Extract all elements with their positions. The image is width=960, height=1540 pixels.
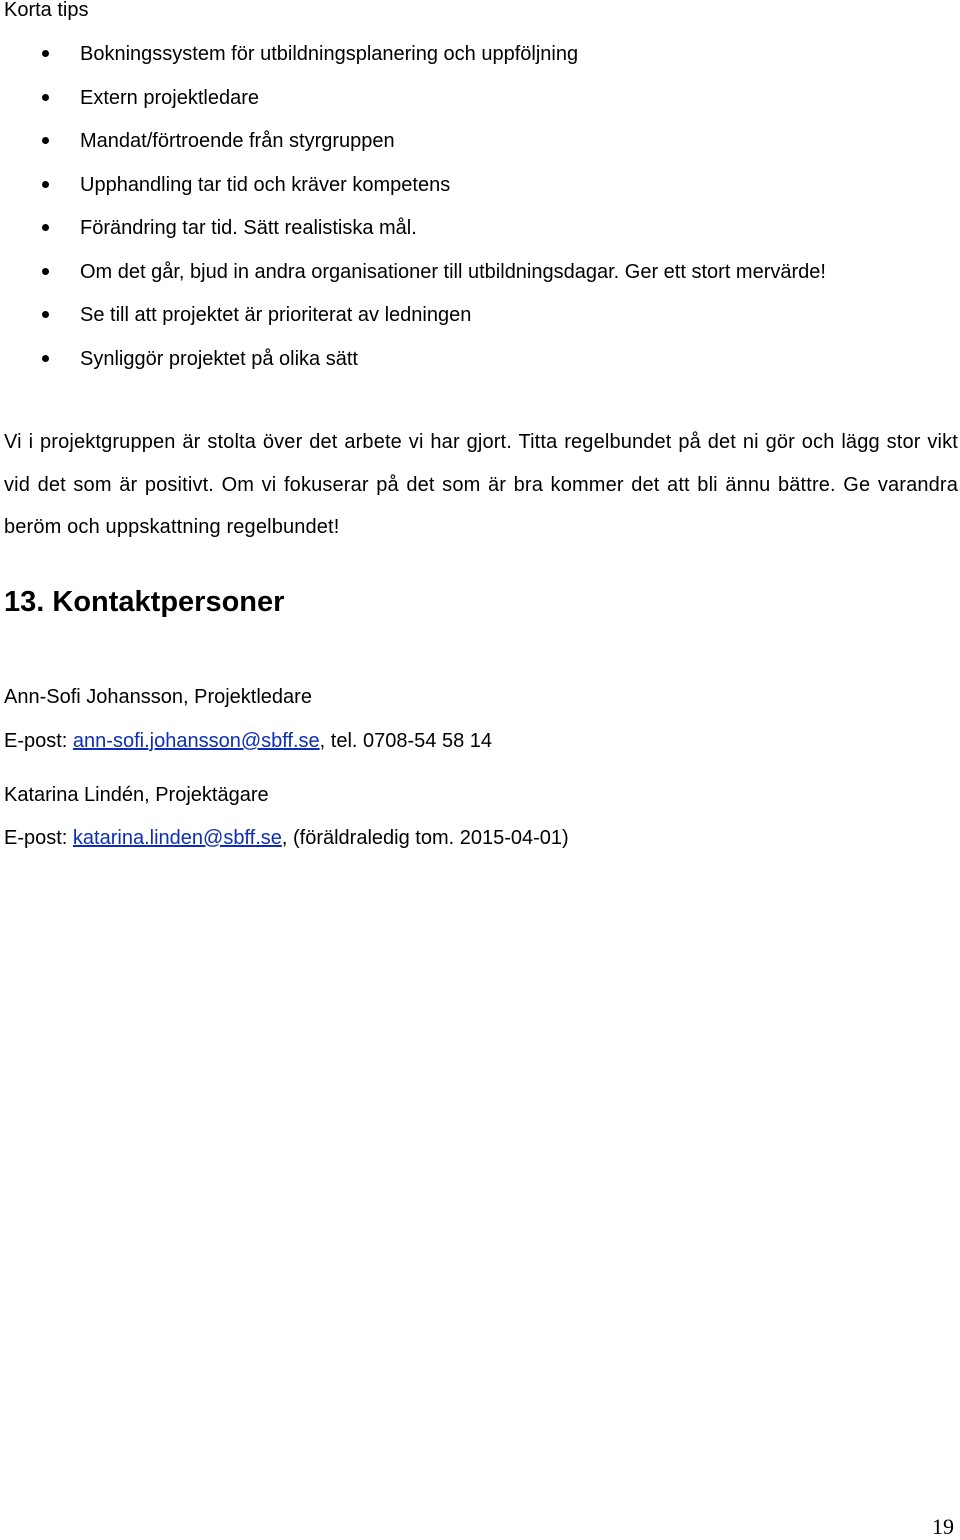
section-title: Korta tips	[4, 0, 89, 21]
email-link[interactable]: katarina.linden@sbff.se	[72, 827, 282, 849]
bullet-icon	[42, 94, 49, 101]
email-link[interactable]: ann-sofi.johansson@sbff.se	[72, 730, 320, 752]
list-item: Se till att projektet är prioriterat av ledningen	[80, 304, 472, 326]
bullet-icon	[42, 224, 49, 231]
contacts-heading: 13. Kontaktpersoner	[4, 586, 285, 618]
bullet-icon	[42, 137, 49, 144]
contact-extra: , (föräldraledig tom. 2015-04-01)	[281, 827, 569, 849]
contact-extra: , tel. 0708-54 58 14	[319, 730, 493, 752]
contact-email-line	[4, 826, 569, 850]
list-item: Synliggör projektet på olika sätt	[80, 348, 358, 370]
list-item: Om det går, bjud in andra organisationer till utbildningsdagar. Ger ett stort mervärde!	[80, 261, 826, 283]
bullet-icon	[42, 268, 49, 275]
list-item: Förändring tar tid. Sätt realistiska mål.	[80, 217, 417, 239]
contact-name-role: Katarina Lindén, Projektägare	[4, 784, 269, 806]
list-item: Extern projektledare	[80, 87, 259, 109]
bullet-icon	[42, 311, 49, 318]
list-item: Bokningssystem för utbildningsplanering och uppföljning	[80, 43, 579, 65]
email-label: E-post:	[4, 730, 73, 752]
contact-name-role: Ann-Sofi Johansson, Projektledare	[4, 686, 312, 708]
email-label: E-post:	[4, 827, 73, 849]
page-number: 19	[932, 1514, 954, 1539]
list-item: Mandat/förtroende från styrgruppen	[80, 130, 395, 152]
bullet-icon	[42, 50, 49, 57]
contact-email-line	[4, 729, 492, 753]
list-item: Upphandling tar tid och kräver kompetens	[80, 174, 451, 196]
closing-paragraph: Vi i projektgruppen är stolta över det arbete vi har gjort. Titta regelbundet på det ni gör och lägg stor vikt vid det som är positivt. Om vi fokuserar på det som är bra kommer det att bli ännu bättre. Ge varandra beröm och uppskattning regelbundet!	[4, 431, 958, 538]
bullet-icon	[42, 181, 49, 188]
bullet-icon	[42, 355, 49, 362]
